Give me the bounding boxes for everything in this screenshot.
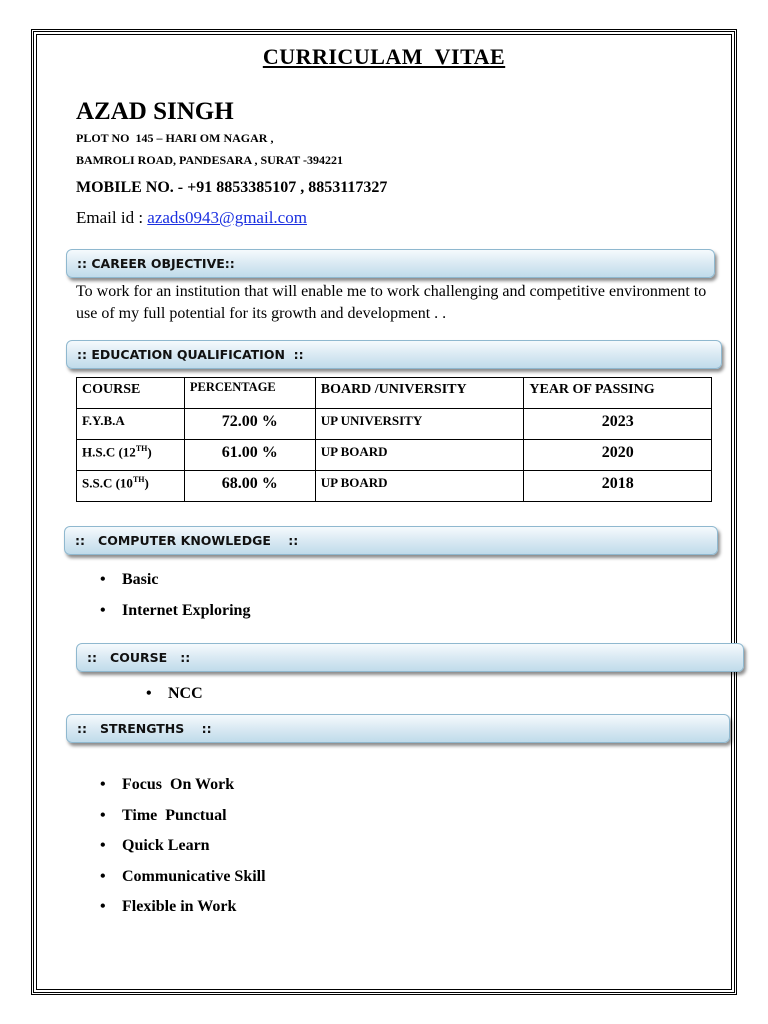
section-bar-education: :: EDUCATION QUALIFICATION :: [66,340,722,369]
list-item: • Internet Exploring [100,602,250,633]
address-line-1: PLOT NO 145 – HARI OM NAGAR , [76,131,274,145]
table-row [77,440,712,471]
course-list [146,685,203,716]
education-table [76,377,712,502]
board-cell: UP UNIVERSITY [315,409,524,440]
header-percentage: PERCENTAGE [184,378,315,409]
board-cell: UP BOARD [315,471,524,502]
table-row [77,409,712,440]
list-item: • Quick Learn [100,837,266,868]
list-item: • Focus On Work [100,776,266,807]
mobile-number: MOBILE NO. - +91 8853385107 , 8853117327 [76,179,388,196]
course-cell: S.S.C (10TH) [77,471,185,502]
year-cell: 2023 [524,409,712,440]
percentage-cell: 72.00 % [184,409,315,440]
address-line-2: BAMROLI ROAD, PANDESARA , SURAT -394221 [76,153,344,167]
course-cell: F.Y.B.A [77,409,185,440]
education-table-header-row [77,378,712,409]
list-item: • Flexible in Work [100,898,266,929]
header-course: COURSE [77,378,185,409]
year-cell: 2018 [524,471,712,502]
section-bar-course: :: COURSE :: [76,643,744,672]
section-bar-career-objective: :: CAREER OBJECTIVE:: [66,249,715,278]
email-link[interactable]: azads0943@gmail.com [147,208,307,227]
email-label: Email id : [76,208,148,227]
candidate-name: AZAD SINGH [76,98,234,125]
table-row [77,471,712,502]
percentage-cell: 61.00 % [184,440,315,471]
list-item: • Basic [100,571,250,602]
section-bar-computer-knowledge: :: COMPUTER KNOWLEDGE :: [64,526,718,555]
list-item: • NCC [146,685,203,716]
email-line [76,208,307,228]
list-item: • Communicative Skill [100,868,266,899]
year-cell: 2020 [524,440,712,471]
computer-knowledge-list [100,571,250,632]
list-item: • Time Punctual [100,807,266,838]
board-cell: UP BOARD [315,440,524,471]
header-board: BOARD /UNIVERSITY [315,378,524,409]
course-cell: H.S.C (12TH) [77,440,185,471]
strengths-list [100,776,266,929]
section-bar-strengths: :: STRENGTHS :: [66,714,730,743]
document-title: CURRICULAM VITAE [262,44,506,69]
career-objective-text: To work for an institution that will enable me to work challenging and competitive environment to use of my full potential for its growth and development . . [76,283,707,322]
percentage-cell: 68.00 % [184,471,315,502]
header-year: YEAR OF PASSING [524,378,712,409]
